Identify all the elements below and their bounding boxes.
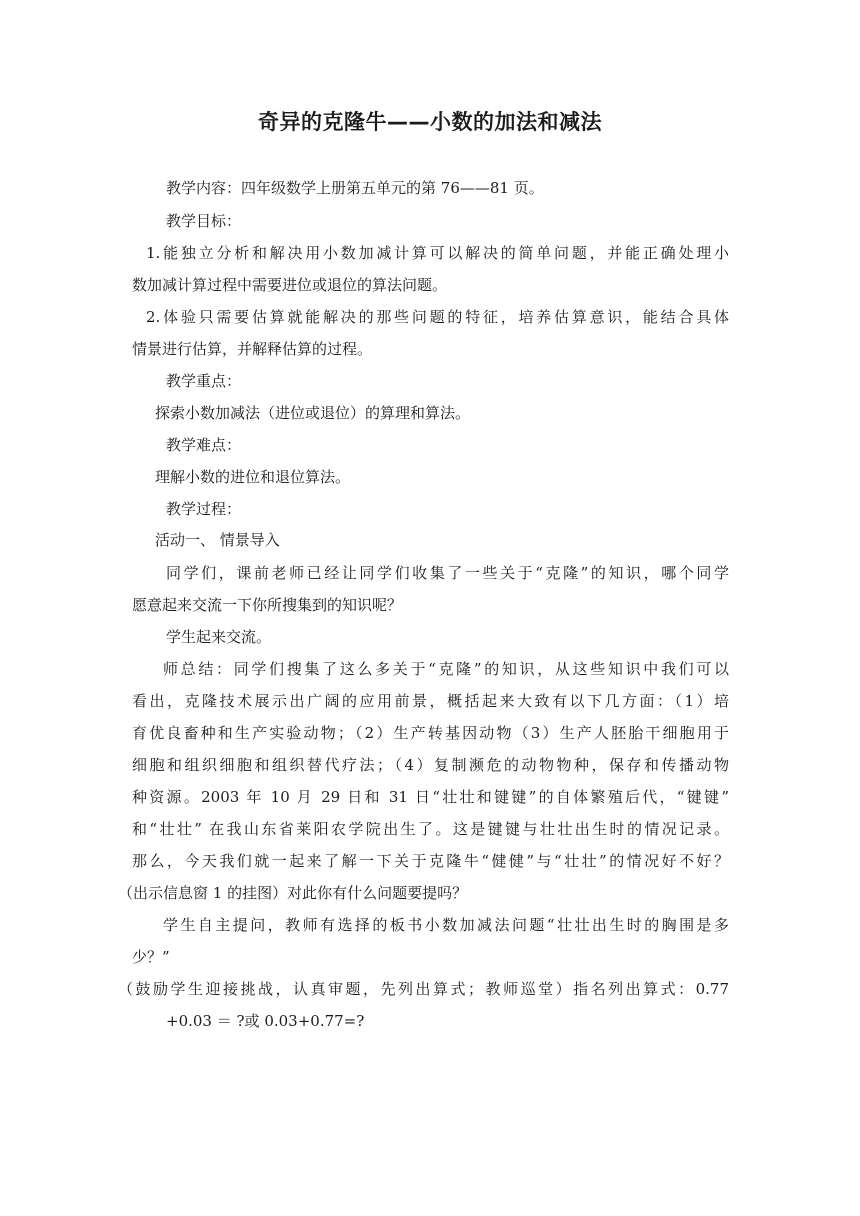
text-line: （鼓励学生迎接挑战，认真审题，先列出算式；教师巡堂）指名列出算式：0.77 — [118, 980, 729, 998]
text-line: 愿意起来交流一下你所搜集到的知识呢？ — [132, 596, 403, 614]
text-line: 少？” — [132, 948, 170, 966]
text-line: 1.能独立分析和解决用小数加减计算可以解决的简单问题，并能正确处理小 — [146, 244, 729, 262]
text-line: 细胞和组织细胞和组织替代疗法；（4）复制濒危的动物物种，保存和传播动物 — [132, 756, 729, 774]
text-line: 学生自主提问，教师有选择的板书小数加减法问题“壮壮出生时的胸围是多 — [163, 916, 729, 934]
text-line: 数加减计算过程中需要进位或退位的算法问题。 — [132, 276, 448, 294]
text-line: 种资源。2003 年 10 月 29 日和 31 日“壮壮和键键”的自体繁殖后代，“键键” — [132, 788, 729, 806]
text-line: 情景进行估算，并解释估算的过程。 — [132, 340, 373, 358]
text-line: 教学重点： — [166, 372, 242, 390]
text-line: 师总结：同学们搜集了这么多关于“克隆”的知识，从这些知识中我们可以 — [163, 660, 729, 678]
text-line: 看出，克隆技术展示出广阔的应用前景，概括起来大致有以下几方面：（1）培 — [132, 692, 729, 710]
text-line: 2.体验只需要估算就能解决的那些问题的特征，培养估算意识，能结合具体 — [146, 308, 729, 326]
text-line: 育优良畜种和生产实验动物；（2）生产转基因动物（3）生产人胚胎干细胞用于 — [132, 724, 729, 742]
text-line: （出示信息窗 1 的挂图）对此你有什么问题要提吗？ — [118, 884, 468, 902]
text-line: 学生起来交流。 — [166, 628, 272, 646]
text-line: 同学们，课前老师已经让同学们收集了一些关于“克隆”的知识，哪个同学 — [166, 564, 729, 582]
text-line: 和“壮壮” 在我山东省莱阳农学院出生了。这是键键与壮壮出生时的情况记录。 — [132, 820, 729, 838]
text-line: 探索小数加减法（进位或退位）的算理和算法。 — [155, 404, 471, 422]
text-line: 那么，今天我们就一起来了解一下关于克隆牛“健健”与“壮壮”的情况好不好？ — [132, 852, 729, 870]
text-line: 教学过程： — [166, 500, 242, 518]
text-line: 理解小数的进位和退位算法。 — [155, 468, 351, 486]
document-title: 奇异的克隆牛——小数的加法和减法 — [258, 110, 602, 134]
text-line: 活动一、 情景导入 — [155, 531, 280, 549]
text-line: 教学内容：四年级数学上册第五单元的第 76——81 页。 — [166, 179, 544, 197]
text-line: +0.03 ＝ ?或 0.03+0.77=? — [166, 1012, 365, 1030]
text-line: 教学难点： — [166, 436, 242, 454]
text-line: 教学目标： — [166, 212, 242, 230]
